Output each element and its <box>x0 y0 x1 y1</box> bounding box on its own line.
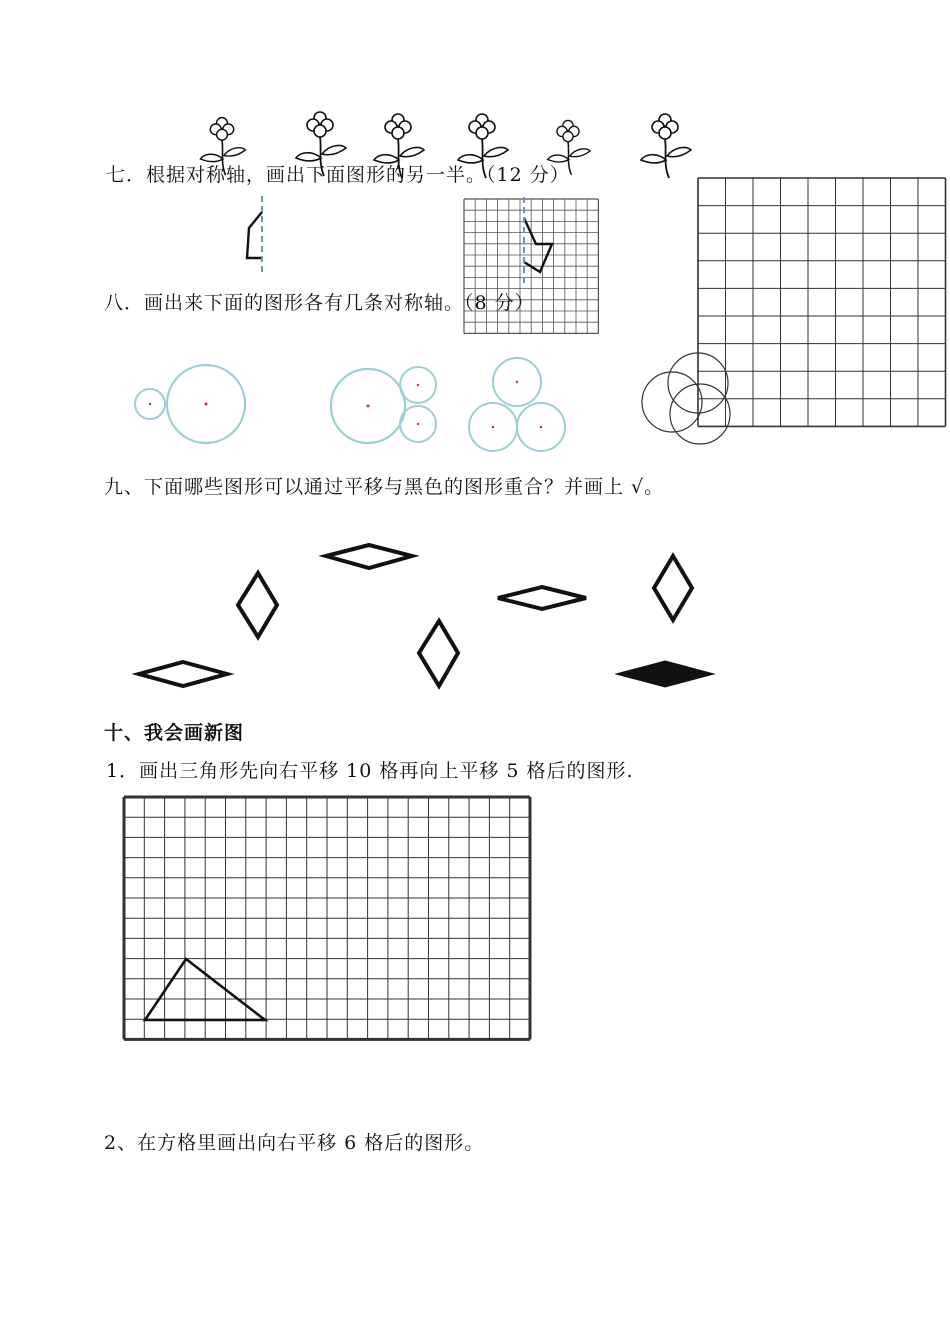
question-10-item-2: 2、在方格里画出向右平移 6 格后的图形。 <box>104 1132 485 1154</box>
question-10-item-1: 1．画出三角形先向右平移 10 格再向上平移 5 格后的图形. <box>106 760 634 782</box>
question-10-title: 十、我会画新图 <box>104 722 245 744</box>
q10-grid <box>124 797 530 1039</box>
question-8: 八．画出来下面的图形各有几条对称轴。（8 分） <box>104 292 535 314</box>
question-7: 七．根据对称轴，画出下面图形的另一半。（12 分） <box>106 164 570 186</box>
question-9: 九、下面哪些图形可以通过平移与黑色的图形重合？并画上 √。 <box>104 476 665 498</box>
